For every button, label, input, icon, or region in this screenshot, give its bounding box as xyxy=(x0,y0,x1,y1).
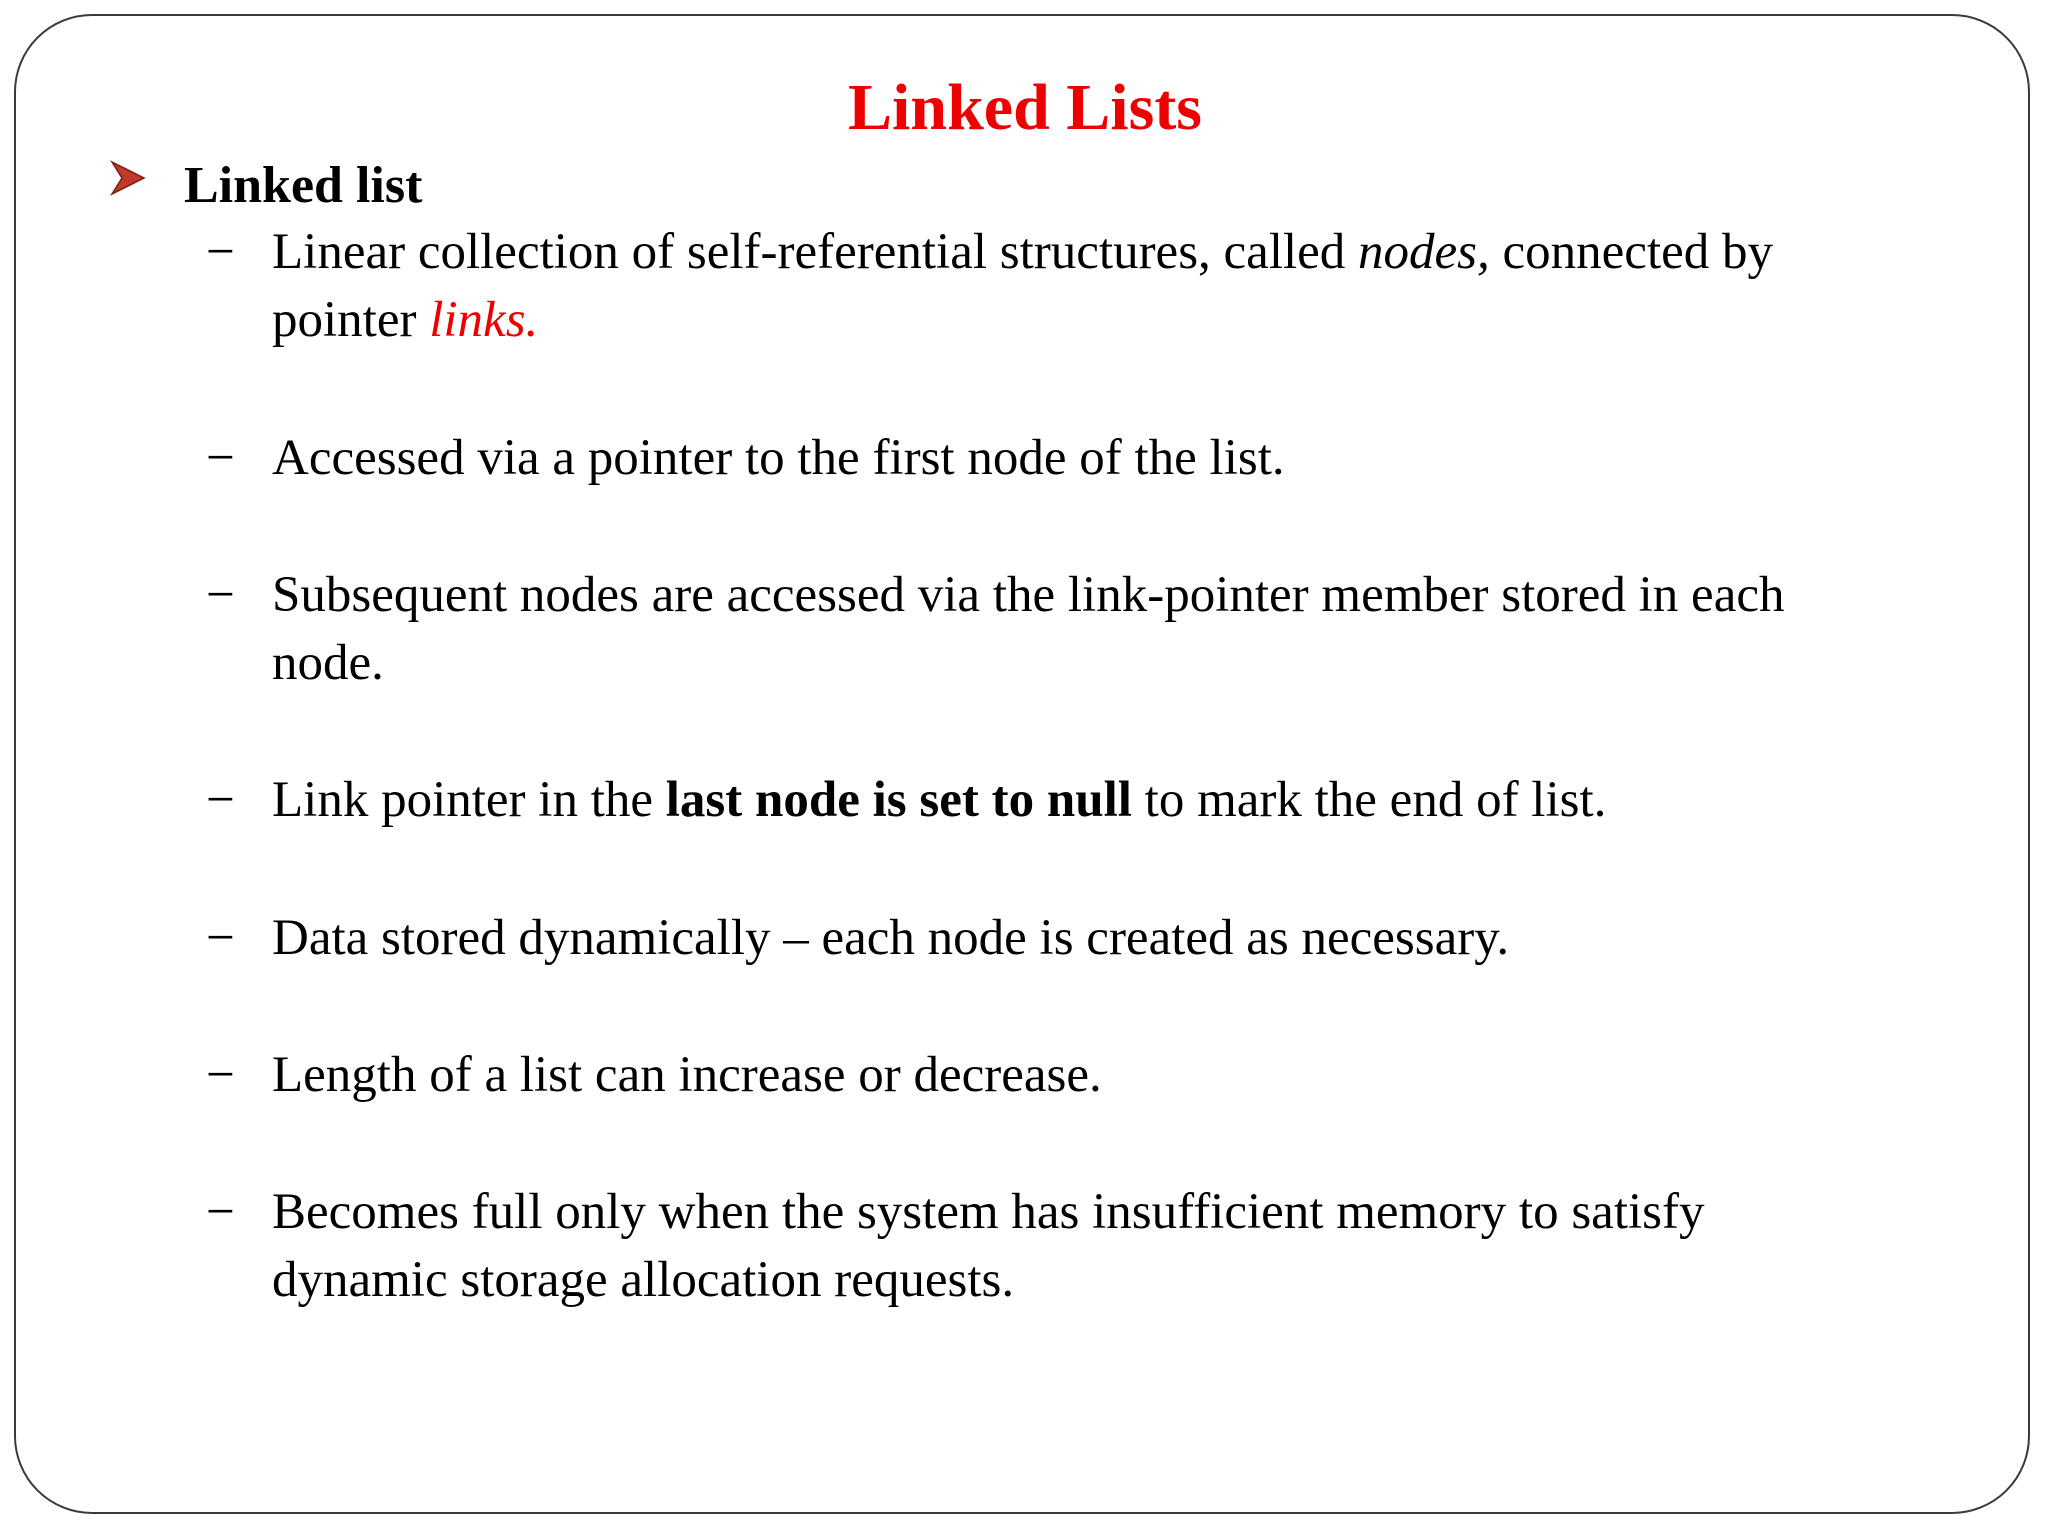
list-item-text: Data stored dynamically – each node is created as necessary. xyxy=(272,910,1510,966)
dash-marker: − xyxy=(206,1047,235,1103)
dash-marker: − xyxy=(206,1184,235,1240)
nodes-term: nodes, xyxy=(1358,224,1490,280)
list-item-text xyxy=(272,766,1892,834)
dash-marker: − xyxy=(206,772,235,828)
links-term: links. xyxy=(429,292,539,348)
emphasis-text: last node is set to null xyxy=(665,772,1132,828)
dash-marker: − xyxy=(206,430,235,486)
slide-frame xyxy=(14,14,2030,1514)
text-segment: connected by pointer xyxy=(272,224,1773,348)
list-item-text xyxy=(272,218,1892,354)
slide-title: Linked Lists xyxy=(848,71,1202,144)
text-segment: Linear collection of self-referential structures, called xyxy=(272,224,1359,280)
list-item-text: Length of a list can increase or decrease. xyxy=(272,1047,1102,1103)
text-segment: to mark the end of list. xyxy=(1131,772,1607,828)
dash-marker: − xyxy=(206,567,235,623)
dash-marker: − xyxy=(206,910,235,966)
dash-marker: − xyxy=(206,224,235,280)
main-bullet-label: Linked list xyxy=(184,157,423,214)
list-item-text: Subsequent nodes are accessed via the link-pointer member stored in each node. xyxy=(272,567,1785,691)
main-bullet xyxy=(108,146,1908,226)
text-segment: Link pointer in the xyxy=(272,772,666,828)
arrow-bullet-icon xyxy=(108,158,148,198)
list-item-text: Becomes full only when the system has insufficient memory to satisfy dynamic storage allocation requests. xyxy=(272,1184,1705,1308)
list-item-text: Accessed via a pointer to the first node of the list. xyxy=(272,430,1285,486)
